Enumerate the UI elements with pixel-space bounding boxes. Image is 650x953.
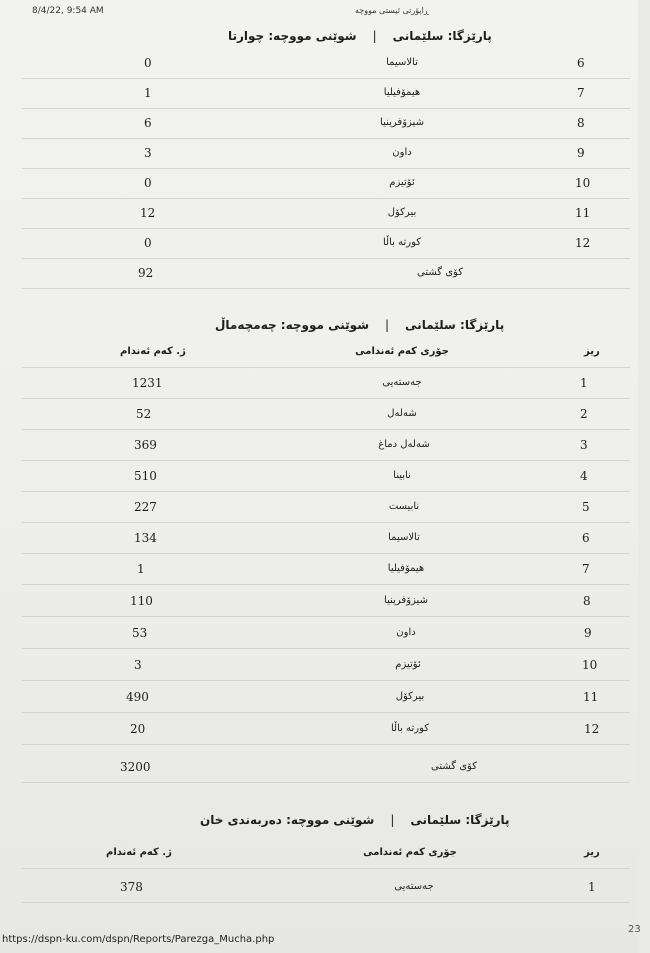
province-label: پارێزگا: سلێمانی <box>410 813 510 827</box>
type-cell: نابیست <box>388 501 420 512</box>
province-label: پارێزگا: سلێمانی <box>405 318 505 332</box>
count-cell: 134 <box>134 531 157 545</box>
table-row <box>22 618 630 649</box>
type-cell: کورتە باڵا <box>382 237 422 248</box>
count-cell: 1 <box>144 86 152 100</box>
count-cell: 1231 <box>132 376 163 390</box>
type-cell: شەلەل دماغ <box>378 439 430 450</box>
count-cell: 378 <box>120 880 143 894</box>
table-row <box>22 78 630 109</box>
column-header-count: ژ. کەم ئەندام <box>106 847 172 858</box>
type-cell: شەلەل <box>387 408 417 419</box>
location-label: شوێنی مووچە: دەربەندی خان <box>200 813 375 827</box>
table-row <box>22 48 630 79</box>
count-cell: 20 <box>130 722 146 736</box>
column-header-type: جۆری کەم ئەندامی <box>355 346 449 357</box>
table-header-row <box>22 337 630 368</box>
count-cell: 227 <box>134 500 157 514</box>
index-cell: 4 <box>580 469 588 483</box>
table-row <box>22 492 630 523</box>
index-cell: 9 <box>584 626 592 640</box>
column-header-count: ژ. کەم ئەندام <box>120 346 186 357</box>
index-cell: 6 <box>582 531 590 545</box>
type-cell: شیزۆفرینیا <box>380 117 424 128</box>
table-row <box>22 523 630 554</box>
table-row <box>22 714 630 745</box>
index-cell: 10 <box>575 176 591 190</box>
count-cell: 1 <box>137 562 145 576</box>
location-label: شوێنی مووچە: چەمچەماڵ <box>215 318 369 332</box>
table-row <box>22 586 630 617</box>
location-label: شوێنی مووچە: چوارتا <box>228 29 357 43</box>
index-cell: 1 <box>588 880 596 894</box>
table-row <box>22 682 630 713</box>
index-cell: 11 <box>583 690 599 704</box>
total-row <box>22 752 630 783</box>
index-cell: 1 <box>580 376 588 390</box>
count-cell: 53 <box>132 626 148 640</box>
count-cell: 110 <box>130 594 153 608</box>
type-cell: نابینا <box>393 470 411 481</box>
index-cell: 10 <box>582 658 598 672</box>
section-heading-chamchamal <box>215 315 504 335</box>
total-label: کۆی گشتی <box>417 267 463 278</box>
index-cell: 2 <box>580 407 588 421</box>
province-label: پارێزگا: سلێمانی <box>392 29 492 43</box>
count-cell: 3 <box>134 658 142 672</box>
index-cell: 5 <box>582 500 590 514</box>
type-cell: هیمۆفیلیا <box>383 87 421 98</box>
type-cell: بیرکۆل <box>387 207 417 218</box>
index-cell: 8 <box>583 594 591 608</box>
table-row <box>22 872 630 903</box>
table-header-row <box>22 838 630 869</box>
count-cell: 52 <box>136 407 152 421</box>
section-heading-chwarta <box>228 26 492 46</box>
type-cell: هیمۆفیلیا <box>387 563 425 574</box>
table-row <box>22 368 630 399</box>
table-row <box>22 650 630 681</box>
total-label: کۆی گشتی <box>431 761 477 772</box>
type-cell: ئۆتیزم <box>395 659 421 670</box>
count-cell: 6 <box>144 116 152 130</box>
index-cell: 8 <box>577 116 585 130</box>
document-title: ڕاپۆرتی ئیستی مووچە <box>355 6 429 15</box>
index-cell: 12 <box>575 236 591 250</box>
total-row <box>22 258 630 289</box>
heading-separator: | <box>390 813 395 827</box>
count-cell: 0 <box>144 176 152 190</box>
table-row <box>22 430 630 461</box>
column-header-type: جۆری کەم ئەندامی <box>363 847 457 858</box>
heading-separator: | <box>385 318 390 332</box>
type-cell: شیزۆفرینیا <box>384 595 428 606</box>
section-heading-darbandikhan <box>200 810 510 830</box>
table-row <box>22 108 630 139</box>
column-header-index: ریز <box>584 346 600 357</box>
type-cell: تالاسیما <box>388 532 420 543</box>
index-cell: 6 <box>577 56 585 70</box>
type-cell: جەستەیی <box>382 377 422 388</box>
type-cell: کورتە باڵا <box>390 723 430 734</box>
type-cell: بیرکۆل <box>395 691 425 702</box>
index-cell: 7 <box>577 86 585 100</box>
count-cell: 510 <box>134 469 157 483</box>
print-url: https://dspn-ku.com/dspn/Reports/Parezga_Mucha.php <box>2 934 275 945</box>
count-cell: 0 <box>144 236 152 250</box>
count-cell: 490 <box>126 690 149 704</box>
print-datetime: 8/4/22, 9:54 AM <box>32 6 104 16</box>
index-cell: 9 <box>577 146 585 160</box>
count-cell: 0 <box>144 56 152 70</box>
type-cell: جەستەیی <box>394 881 434 892</box>
index-cell: 3 <box>580 438 588 452</box>
table-row <box>22 554 630 585</box>
index-cell: 7 <box>582 562 590 576</box>
index-cell: 12 <box>584 722 600 736</box>
table-row <box>22 198 630 229</box>
type-cell: داون <box>392 147 412 158</box>
table-row <box>22 461 630 492</box>
table-row <box>22 399 630 430</box>
type-cell: داون <box>396 627 416 638</box>
total-count: 92 <box>138 266 154 280</box>
table-row <box>22 138 630 169</box>
count-cell: 12 <box>140 206 156 220</box>
page-number: 23 <box>628 924 641 935</box>
table-row <box>22 228 630 259</box>
total-count: 3200 <box>120 760 151 774</box>
count-cell: 369 <box>134 438 157 452</box>
index-cell: 11 <box>575 206 591 220</box>
table-row <box>22 168 630 199</box>
type-cell: تالاسیما <box>386 57 418 68</box>
type-cell: ئۆتیزم <box>389 177 415 188</box>
column-header-index: ریز <box>584 847 600 858</box>
heading-separator: | <box>372 29 377 43</box>
count-cell: 3 <box>144 146 152 160</box>
